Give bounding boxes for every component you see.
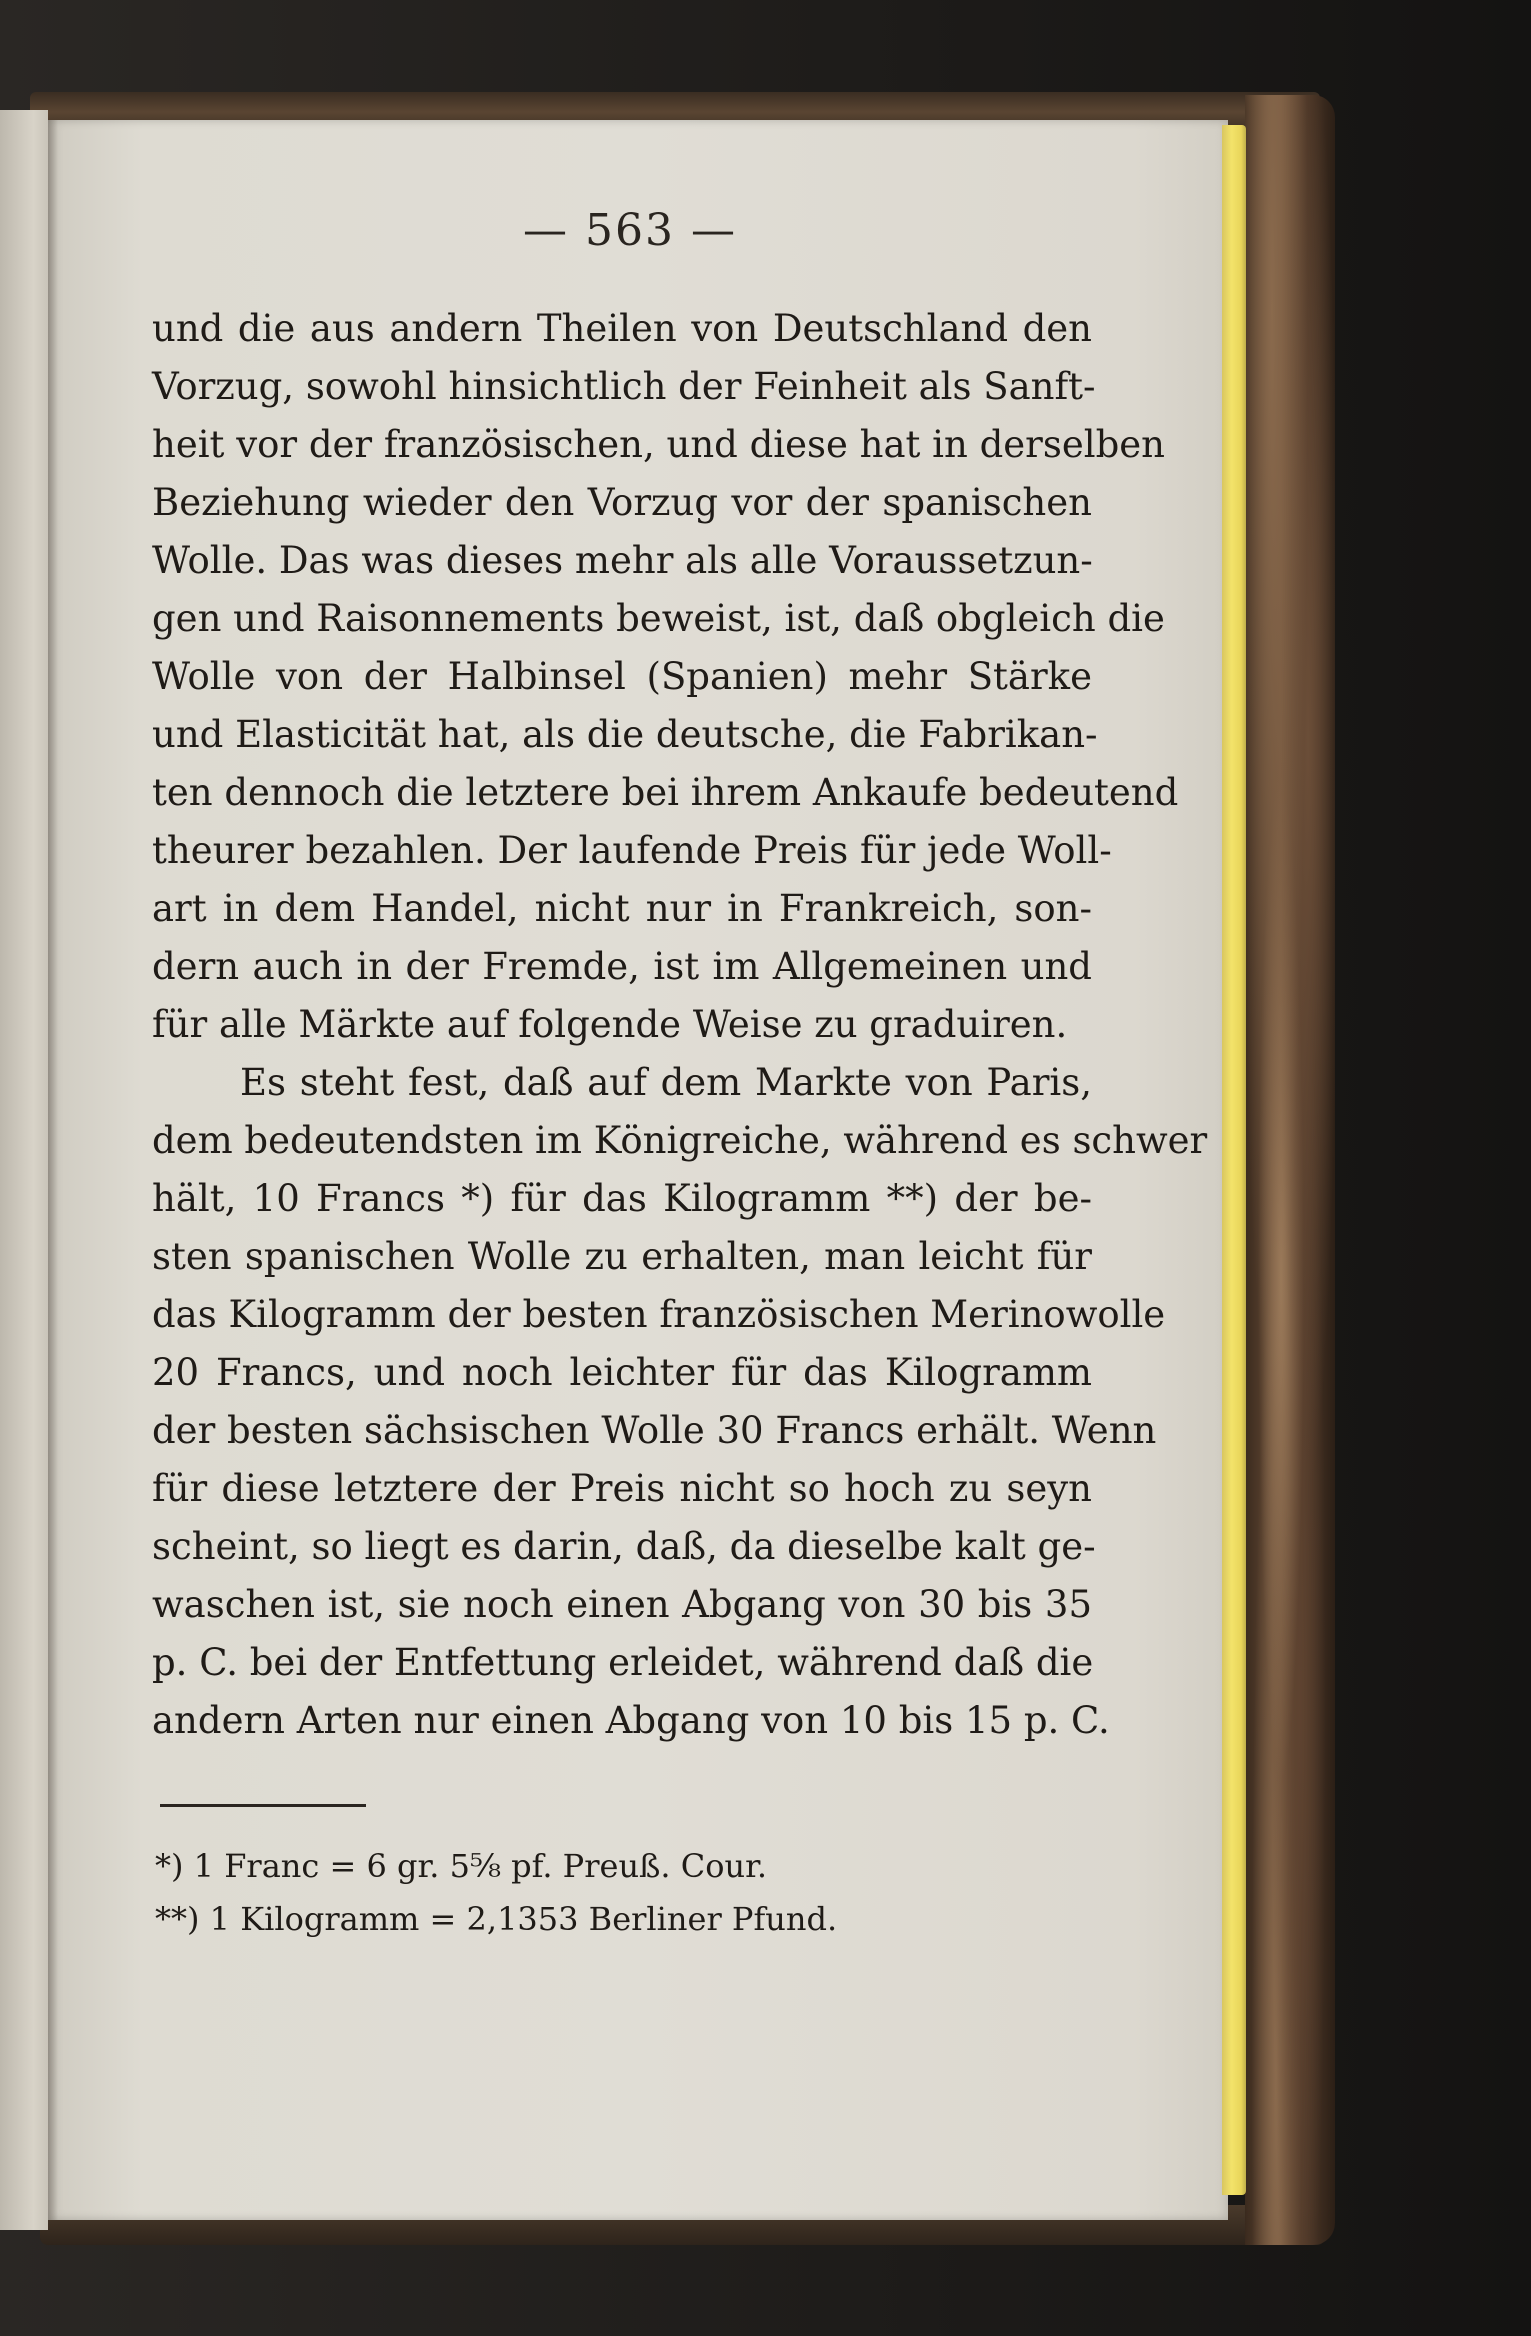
page-gutter-shadow [48, 120, 58, 2220]
text-line: Wolle von der Halbinsel (Spanien) mehr Stärke [152, 655, 1092, 698]
text-line: für diese letztere der Preis nicht so hoch zu seyn [152, 1467, 1092, 1510]
text-line: Beziehung wieder den Vorzug vor der spanischen [152, 481, 1092, 524]
footnote-franc: *) 1 Franc = 6 gr. 5⅝ pf. Preuß. Cour. [155, 1847, 768, 1885]
text-line: ten dennoch die letztere bei ihrem Ankaufe bedeutend [152, 771, 1179, 814]
text-line: art in dem Handel, nicht nur in Frankreich, son- [152, 887, 1092, 930]
footnote-divider [160, 1804, 366, 1807]
text-line: Vorzug, sowohl hinsichtlich der Feinheit als Sanft- [152, 365, 1096, 408]
text-line: p. C. bei der Entfettung erleidet, während daß die [152, 1641, 1094, 1684]
text-line: der besten sächsischen Wolle 30 Francs erhält. Wenn [152, 1409, 1157, 1452]
footnote-kilogramm: **) 1 Kilogramm = 2,1353 Berliner Pfund. [155, 1900, 838, 1938]
body-text [152, 300, 1208, 1750]
text-line: und die aus andern Theilen von Deutschland den [152, 307, 1092, 350]
text-line: gen und Raisonnements beweist, ist, daß obgleich die [152, 597, 1165, 640]
text-line: sten spanischen Wolle zu erhalten, man leicht für [152, 1235, 1092, 1278]
text-line: 20 Francs, und noch leichter für das Kilogramm [152, 1351, 1092, 1394]
left-page-edge [0, 110, 48, 2230]
text-line: dem bedeutendsten im Königreiche, während es schwer [152, 1119, 1208, 1162]
page-number: — 563 — [523, 205, 737, 256]
text-line: andern Arten nur einen Abgang von 10 bis 15 p. C. [152, 1699, 1110, 1742]
text-line: theurer bezahlen. Der laufende Preis für jede Woll- [152, 829, 1112, 872]
text-line: Es steht fest, daß auf dem Markte von Paris, [240, 1061, 1092, 1104]
text-line: das Kilogramm der besten französischen Merinowolle [152, 1293, 1166, 1336]
page-edge-gilding [1222, 125, 1246, 2195]
text-line: heit vor der französischen, und diese hat in derselben [152, 423, 1166, 466]
marbled-cover-edge [1245, 95, 1335, 2245]
text-line: Wolle. Das was dieses mehr als alle Voraussetzun- [152, 539, 1093, 582]
text-line: dern auch in der Fremde, ist im Allgemeinen und [152, 945, 1092, 988]
text-line: waschen ist, sie noch einen Abgang von 30 bis 35 [152, 1583, 1092, 1626]
text-line: für alle Märkte auf folgende Weise zu graduiren. [152, 1003, 1068, 1046]
text-line: und Elasticität hat, als die deutsche, die Fabrikan- [152, 713, 1098, 756]
footnotes [155, 1840, 1055, 1946]
text-line: hält, 10 Francs *) für das Kilogramm **) der be- [152, 1177, 1092, 1220]
text-line: scheint, so liegt es darin, daß, da dieselbe kalt ge- [152, 1525, 1096, 1568]
